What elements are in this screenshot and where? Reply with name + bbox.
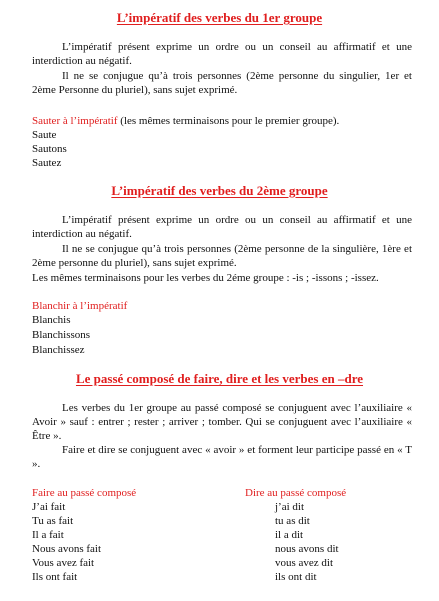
section-1-title: L’impératif des verbes du 1er groupe [116, 10, 323, 25]
section-1-form-1: Saute [32, 129, 57, 141]
dire-conjugation-column [245, 486, 415, 584]
faire-conjugation-column [32, 486, 202, 584]
section-1-example-line [32, 114, 339, 128]
section-2-example-label: Blanchir à l’impératif [32, 300, 128, 312]
section-1-example-label: Sauter à l’impératif [32, 115, 118, 127]
dire-form: vous avez dit [275, 557, 334, 569]
dire-column-label: Dire au passé composé [245, 487, 347, 499]
section-1-form-2: Sautons [32, 143, 67, 155]
section-3-paragraph-1: Les verbes du 1er groupe au passé composé se conjuguent avec l’auxiliaire « Avoir » sauf : entrer ; rester ; arriver ; tomber. Qui se conjuguent avec l’auxiliaire « Être ». [32, 402, 412, 442]
section-2-form-2: Blanchissons [32, 329, 91, 341]
dire-form: nous avons dit [275, 543, 339, 555]
section-1-paragraph-1: L’impératif présent exprime un ordre ou un conseil au affirmatif et une interdiction au négatif. [32, 41, 412, 67]
faire-form: Il a fait [32, 529, 64, 541]
dire-form: il a dit [275, 529, 304, 541]
section-2-paragraph-1: L’impératif présent exprime un ordre ou un conseil au affirmatif et une interdiction au négatif. [32, 214, 412, 240]
faire-column-label: Faire au passé composé [32, 487, 137, 499]
section-3-paragraph-2: Faire et dire se conjuguent avec « avoir » et forment leur participe passé en « T ». [32, 444, 412, 470]
dire-form: tu as dit [275, 515, 310, 527]
faire-form: Ils ont fait [32, 571, 78, 583]
faire-form: J’ai fait [32, 501, 66, 513]
dire-form: ils ont dit [275, 571, 317, 583]
faire-form: Vous avez fait [32, 557, 95, 569]
section-2-paragraph-2: Il ne se conjugue qu’à trois personnes (2ème personne de la singulière, 1ère et 2ème personne du pluriel), sans sujet exprimé. [32, 243, 412, 269]
section-1-form-3: Sautez [32, 157, 62, 169]
section-2-form-1: Blanchis [32, 314, 71, 326]
faire-form: Tu as fait [32, 515, 74, 527]
section-2-title: L’impératif des verbes du 2ème groupe [111, 183, 328, 198]
section-3-title: Le passé composé de faire, dire et les verbes en –dre [75, 371, 364, 386]
section-2-paragraph-3: Les mêmes terminaisons pour les verbes du 2éme groupe : -is ; -issons ; -issez. [32, 272, 379, 284]
section-1-paragraph-2: Il ne se conjugue qu’à trois personnes (2ème personne du singulier, 1er et 2ème Personne du pluriel), sans sujet exprimé. [32, 70, 412, 96]
dire-form: j’ai dit [275, 501, 305, 513]
section-2-form-3: Blanchissez [32, 344, 85, 356]
faire-form: Nous avons fait [32, 543, 102, 555]
section-1-example-note: (les mêmes terminaisons pour le premier groupe). [117, 115, 340, 127]
